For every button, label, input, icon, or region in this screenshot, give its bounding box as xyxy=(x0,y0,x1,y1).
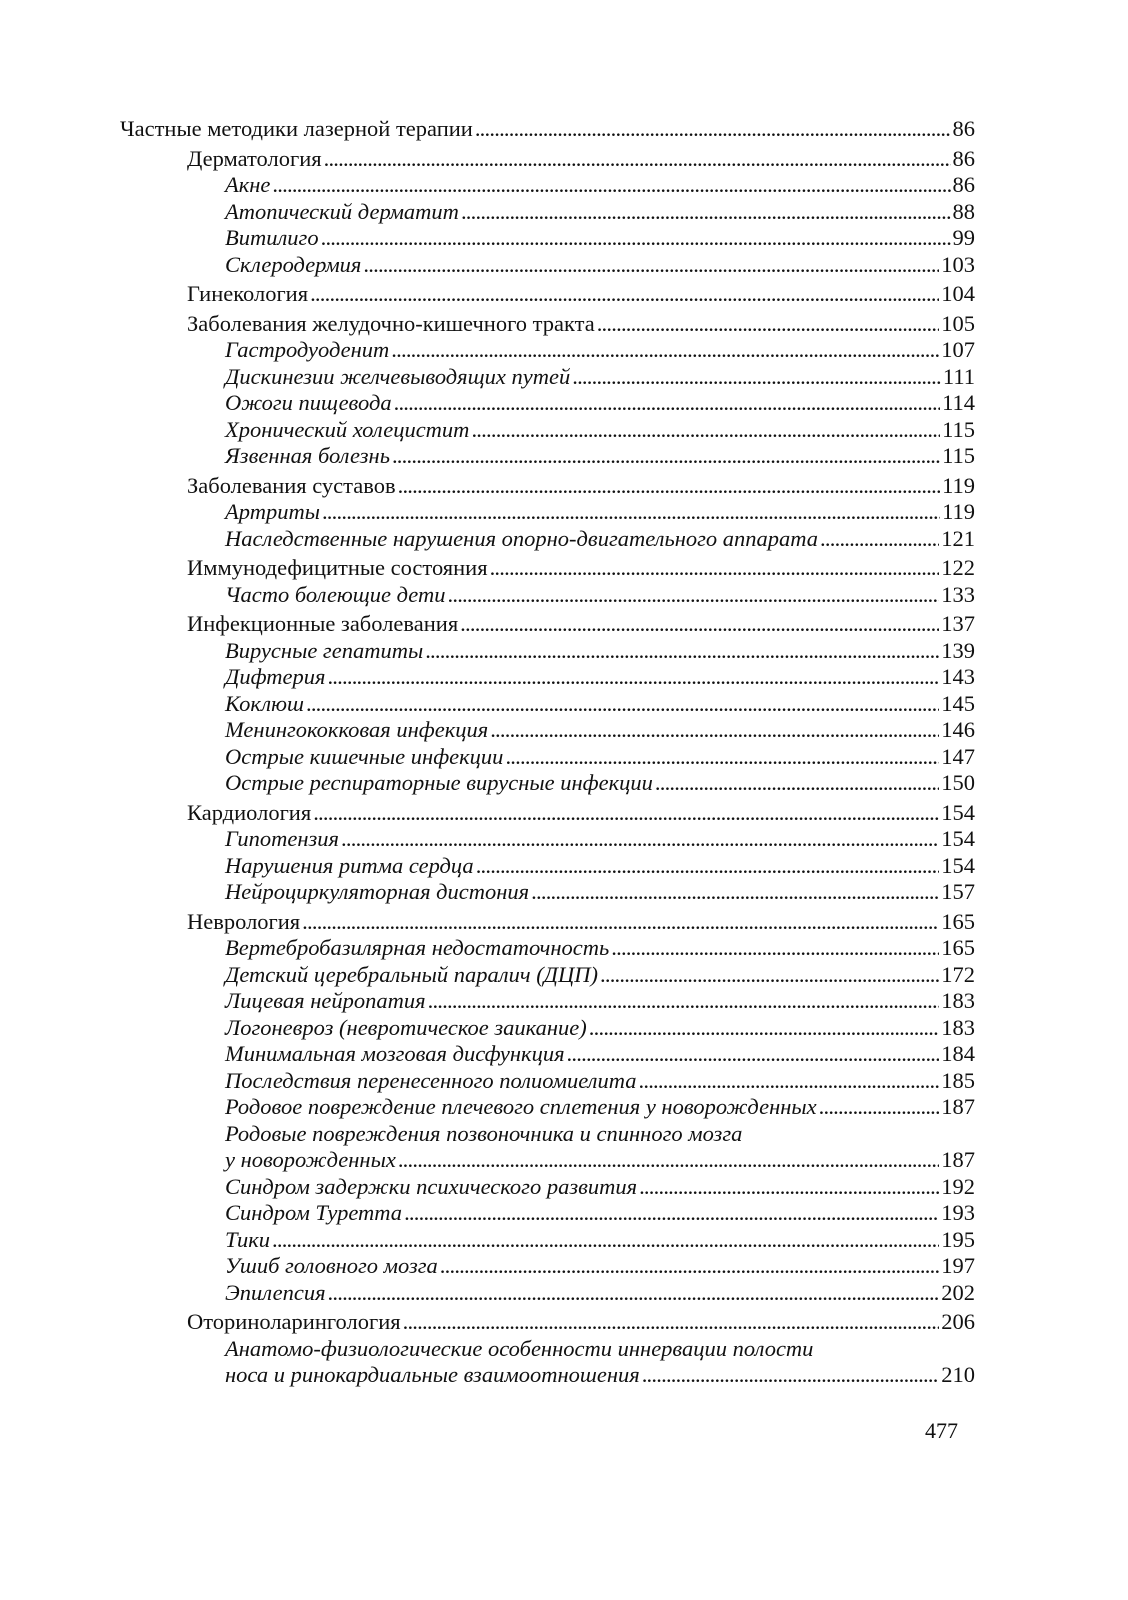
dot-leader xyxy=(505,744,939,771)
dot-leader xyxy=(324,146,951,173)
toc-entry xyxy=(120,691,975,718)
toc-entry xyxy=(120,853,975,880)
toc-entry-title: Оториноларингология xyxy=(187,1309,401,1334)
toc-entry-page-number: 157 xyxy=(941,879,975,904)
toc-entry-page-number: 145 xyxy=(941,690,975,716)
toc-entry-page-number: 185 xyxy=(941,1067,975,1093)
toc-entry-page-number: 193 xyxy=(941,1200,975,1225)
toc-entry xyxy=(120,1174,975,1201)
dot-leader xyxy=(313,800,939,827)
toc-entry xyxy=(120,1015,975,1042)
toc-entry-page-number: 187 xyxy=(941,1147,975,1172)
toc-entry-page-number: 154 xyxy=(941,826,975,851)
toc-entry-page-number: 133 xyxy=(941,581,975,607)
dot-leader xyxy=(589,1015,939,1042)
toc-entry-page-number: 197 xyxy=(941,1253,975,1278)
toc-entry-title: Вертебробазилярная недостаточность xyxy=(225,935,610,960)
dot-leader xyxy=(600,962,939,989)
dot-leader xyxy=(403,1309,940,1336)
toc-entry-page-number: 107 xyxy=(941,337,975,362)
toc-entry xyxy=(120,337,975,364)
toc-entry-page-number: 119 xyxy=(942,499,975,524)
toc-entry-page-number: 115 xyxy=(942,416,975,442)
toc-entry-title: Гипотензия xyxy=(225,826,340,851)
toc-entry-title: Акне xyxy=(225,172,271,197)
dot-leader xyxy=(475,116,951,143)
toc-entry-title: Логоневроз (невротическое заикание) xyxy=(225,1014,587,1040)
toc-entry-page-number: 111 xyxy=(942,363,975,389)
dot-leader xyxy=(448,582,940,609)
toc-entry xyxy=(120,225,975,252)
toc-entry xyxy=(120,611,975,638)
toc-entry-title: Ожоги пищевода xyxy=(225,390,392,415)
toc-entry-title: Витилиго xyxy=(225,225,319,250)
dot-leader xyxy=(327,664,939,691)
toc-entry-title: Хронический холецистит xyxy=(225,416,470,442)
toc-entry xyxy=(120,988,975,1015)
toc-entry xyxy=(120,526,975,553)
toc-entry-page-number: 86 xyxy=(952,116,975,141)
dot-leader xyxy=(819,1094,940,1121)
dot-leader xyxy=(302,909,939,936)
dot-leader xyxy=(639,1174,939,1201)
toc-entry-page-number: 139 xyxy=(941,637,975,663)
toc-entry-title: Гинекология xyxy=(187,281,309,306)
dot-leader xyxy=(572,364,941,391)
toc-entry xyxy=(120,1068,975,1095)
toc-entry-page-number: 99 xyxy=(952,225,975,250)
toc-entry-page-number: 195 xyxy=(941,1226,975,1252)
toc-entry-page-number: 187 xyxy=(941,1094,975,1119)
dot-leader xyxy=(490,717,939,744)
toc-entry-page-number: 88 xyxy=(952,198,975,224)
dot-leader xyxy=(490,555,940,582)
toc-entry-title: Язвенная болезнь xyxy=(225,443,390,468)
toc-entry xyxy=(120,1121,975,1148)
toc-entry xyxy=(120,555,975,582)
toc-entry-page-number: 183 xyxy=(941,1014,975,1040)
toc-entry-title: Анатомо-физиологические особенности иннервации полости xyxy=(225,1335,814,1361)
toc-entry-page-number: 104 xyxy=(941,281,975,306)
toc-entry-title: Менингококковая инфекция xyxy=(225,717,489,742)
toc-entry-page-number: 206 xyxy=(941,1309,975,1334)
dot-leader xyxy=(398,473,940,500)
toc-entry xyxy=(120,1309,975,1336)
toc-entry xyxy=(120,1041,975,1068)
toc-entry xyxy=(120,879,975,906)
toc-entry-title: Нейроциркуляторная дистония xyxy=(225,879,530,904)
toc-entry-title: Частные методики лазерной терапии xyxy=(120,116,473,141)
toc-entry xyxy=(120,311,975,338)
dot-leader xyxy=(655,770,939,797)
toc-entry-page-number: 165 xyxy=(941,908,975,934)
toc-entry xyxy=(120,1362,975,1389)
toc-entry xyxy=(120,800,975,827)
toc-entry-page-number: 184 xyxy=(941,1041,975,1066)
toc-entry xyxy=(120,1094,975,1121)
dot-leader xyxy=(394,390,940,417)
toc-entry-title: Артриты xyxy=(225,499,320,524)
dot-leader xyxy=(322,499,940,526)
dot-leader xyxy=(460,611,939,638)
toc-entry-page-number: 86 xyxy=(952,145,975,171)
page-number: 477 xyxy=(925,1418,958,1443)
toc-entry-title: Эпилепсия xyxy=(225,1279,326,1305)
table-of-contents xyxy=(120,116,975,1389)
toc-entry xyxy=(120,744,975,771)
toc-entry xyxy=(120,1253,975,1280)
toc-entry-page-number: 172 xyxy=(941,961,975,987)
dot-leader xyxy=(272,172,950,199)
toc-entry xyxy=(120,1227,975,1254)
toc-entry-page-number: 183 xyxy=(941,988,975,1013)
toc-entry-title: Наследственные нарушения опорно-двигательного аппарата xyxy=(225,525,819,551)
toc-entry-title: Атопический дерматит xyxy=(225,198,459,224)
toc-entry-title: Неврология xyxy=(187,908,301,934)
toc-entry-page-number: 115 xyxy=(942,443,975,468)
toc-entry xyxy=(120,417,975,444)
dot-leader xyxy=(567,1041,940,1068)
dot-leader xyxy=(391,337,939,364)
toc-entry-page-number: 146 xyxy=(941,717,975,742)
toc-entry xyxy=(120,473,975,500)
toc-entry-page-number: 86 xyxy=(952,172,975,197)
toc-entry-page-number: 103 xyxy=(941,251,975,277)
dot-leader xyxy=(428,988,940,1015)
dot-leader xyxy=(398,1147,939,1174)
dot-leader xyxy=(461,199,951,226)
toc-entry xyxy=(120,172,975,199)
toc-entry-page-number: 122 xyxy=(941,555,975,580)
toc-entry-title: Последствия перенесенного полиомиелита xyxy=(225,1067,637,1093)
toc-entry-title: Дискинезии желчевыводящих путей xyxy=(225,363,571,389)
toc-entry-title: Иммунодефицитные состояния xyxy=(187,555,488,580)
toc-entry xyxy=(120,717,975,744)
toc-entry-page-number: 150 xyxy=(941,770,975,795)
toc-entry-title: Лицевая нейропатия xyxy=(225,988,426,1013)
dot-leader xyxy=(363,252,939,279)
toc-entry-page-number: 154 xyxy=(941,852,975,878)
dot-leader xyxy=(404,1200,939,1227)
toc-entry-title: Гастродуоденит xyxy=(225,337,390,362)
toc-entry xyxy=(120,146,975,173)
dot-leader xyxy=(440,1253,939,1280)
dot-leader xyxy=(611,935,939,962)
toc-entry-page-number: 165 xyxy=(941,935,975,960)
dot-leader xyxy=(310,281,939,308)
toc-entry-page-number: 147 xyxy=(941,743,975,769)
toc-entry-title: Заболевания желудочно-кишечного тракта xyxy=(187,310,595,336)
toc-entry-title: Синдром Туретта xyxy=(225,1200,403,1225)
toc-entry-title: Острые респираторные вирусные инфекции xyxy=(225,770,653,795)
toc-entry xyxy=(120,1336,975,1363)
toc-entry-page-number: 114 xyxy=(942,390,975,415)
toc-entry-page-number: 105 xyxy=(941,310,975,336)
toc-entry xyxy=(120,638,975,665)
toc-entry-page-number: 210 xyxy=(941,1362,975,1387)
dot-leader xyxy=(272,1227,939,1254)
toc-entry-title: Синдром задержки психического развития xyxy=(225,1173,638,1199)
toc-entry xyxy=(120,281,975,308)
toc-entry xyxy=(120,1147,975,1174)
toc-entry-title: Детский церебральный паралич (ДЦП) xyxy=(225,961,598,987)
toc-entry-title: Коклюш xyxy=(225,690,304,716)
toc-entry-title: Инфекционные заболевания xyxy=(187,611,459,636)
toc-entry xyxy=(120,935,975,962)
dot-leader xyxy=(392,443,940,470)
toc-entry-page-number: 137 xyxy=(941,611,975,636)
toc-entry-title: Тики xyxy=(225,1226,270,1252)
dot-leader xyxy=(471,417,940,444)
toc-entry-title: Дифтерия xyxy=(225,664,326,689)
toc-entry-title: у новорожденных xyxy=(225,1147,396,1172)
toc-entry-title: Заболевания суставов xyxy=(187,472,396,498)
toc-entry xyxy=(120,252,975,279)
toc-entry-title: Склеродермия xyxy=(225,251,362,277)
toc-entry-title: Родовые повреждения позвоночника и спинного мозга xyxy=(225,1120,743,1146)
toc-entry xyxy=(120,909,975,936)
toc-entry xyxy=(120,199,975,226)
toc-entry xyxy=(120,116,975,143)
toc-entry-page-number: 119 xyxy=(942,472,975,498)
toc-entry-title: носа и ринокардиальные взаимоотношения xyxy=(225,1362,640,1387)
toc-entry-page-number: 192 xyxy=(941,1173,975,1199)
toc-entry-title: Нарушения ритма сердца xyxy=(225,852,474,878)
dot-leader xyxy=(341,826,939,853)
toc-entry xyxy=(120,390,975,417)
toc-entry-title: Минимальная мозговая дисфункция xyxy=(225,1041,565,1066)
toc-entry xyxy=(120,770,975,797)
dot-leader xyxy=(597,311,940,338)
dot-leader xyxy=(642,1362,940,1389)
dot-leader xyxy=(639,1068,940,1095)
toc-entry-page-number: 202 xyxy=(941,1279,975,1305)
toc-entry-title: Ушиб головного мозга xyxy=(225,1253,438,1278)
toc-entry xyxy=(120,1280,975,1307)
dot-leader xyxy=(425,638,939,665)
toc-entry-title: Дерматология xyxy=(187,145,322,171)
toc-entry-title: Кардиология xyxy=(187,799,312,825)
toc-entry xyxy=(120,443,975,470)
dot-leader xyxy=(321,225,951,252)
toc-entry xyxy=(120,962,975,989)
dot-leader xyxy=(306,691,939,718)
toc-entry xyxy=(120,499,975,526)
toc-entry xyxy=(120,364,975,391)
toc-entry-page-number: 143 xyxy=(941,664,975,689)
toc-entry-title: Острые кишечные инфекции xyxy=(225,743,504,769)
toc-entry-title: Часто болеющие дети xyxy=(225,581,446,607)
dot-leader xyxy=(531,879,939,906)
toc-entry-page-number: 121 xyxy=(941,525,975,551)
toc-entry xyxy=(120,582,975,609)
dot-leader xyxy=(820,526,939,553)
toc-entry xyxy=(120,1200,975,1227)
toc-entry-page-number: 154 xyxy=(941,799,975,825)
toc-entry xyxy=(120,826,975,853)
dot-leader xyxy=(476,853,940,880)
toc-entry-title: Вирусные гепатиты xyxy=(225,637,424,663)
toc-entry-title: Родовое повреждение плечевого сплетения у новорожденных xyxy=(225,1094,817,1119)
toc-entry xyxy=(120,664,975,691)
dot-leader xyxy=(328,1280,940,1307)
